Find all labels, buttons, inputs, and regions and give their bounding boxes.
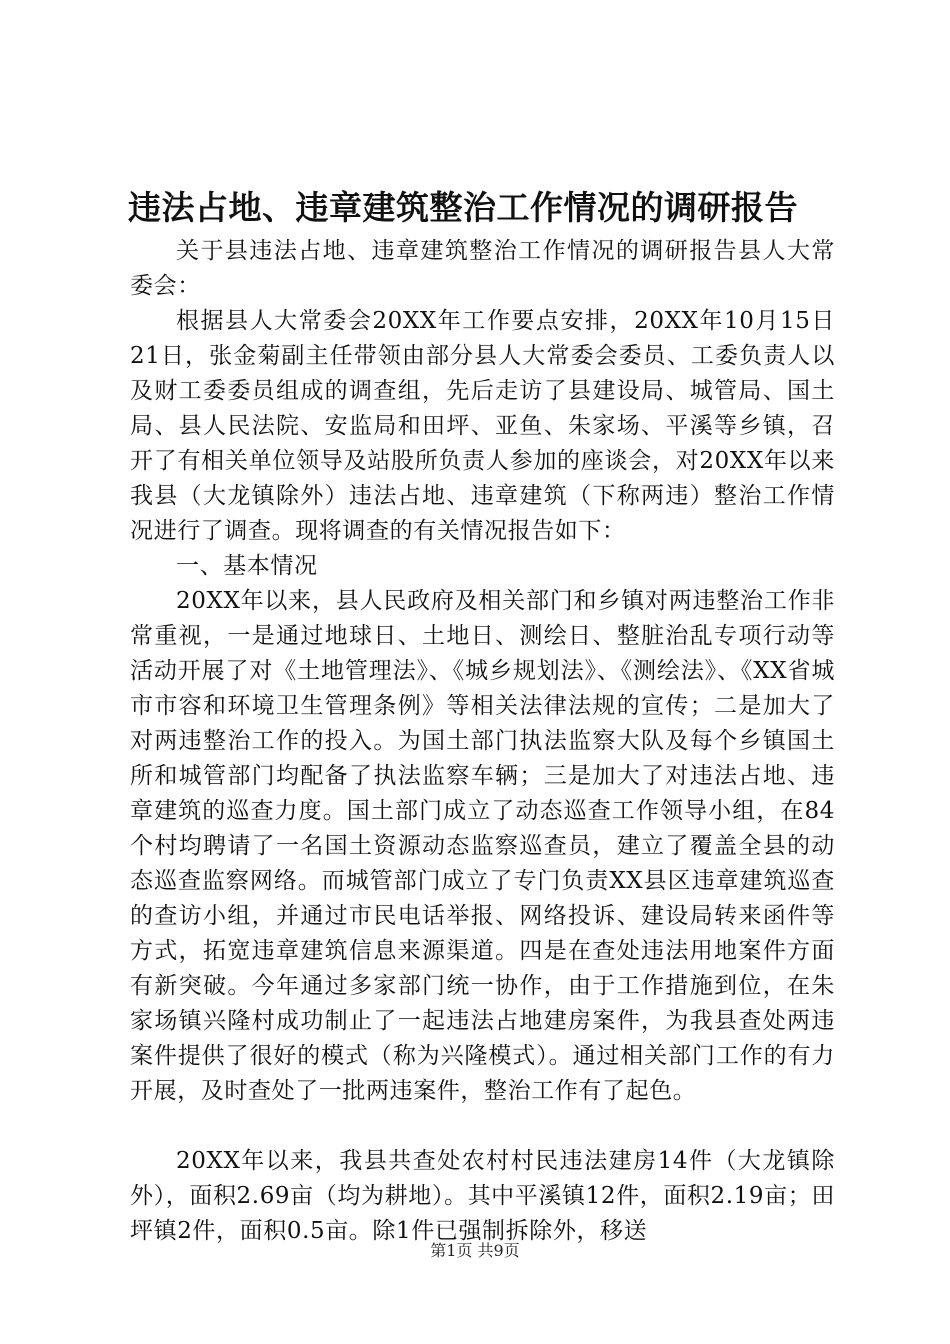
- document-title: 违法占地、违章建筑整治工作情况的调研报告: [128, 188, 798, 227]
- paragraph-basic-situation: 20XX年以来，县人民政府及相关部门和乡镇对两违整治工作非常重视，一是通过地球日、土地日、测绘日、整脏治乱专项行动等活动开展了对《土地管理法》、《城乡规划法》、《测绘法》、《XX省城市市容和环境卫生管理条例》等相关法律法规的宣传；二是加大了对两违整治工作的投入。为国土部门执法监察大队及每个乡镇国土所和城管部门均配备了执法监察车辆；三是加大了对违法占地、违章建筑的巡查力度。国土部门成立了动态巡查工作领导小组，在84个村均聘请了一名国土资源动态监察巡查员，建立了覆盖全县的动态巡查监察网络。而城管部门成立了专门负责XX县区违章建筑巡查的查访小组，并通过市民电话举报、网络投诉、建设局转来函件等方式，拓宽违章建筑信息来源渠道。四是在查处违法用地案件方面有新突破。今年通过多家部门统一协作，由于工作措施到位，在朱家场镇兴隆村成功制止了一起违法占地建房案件，为我县查处两违案件提供了很好的模式（称为兴隆模式）。通过相关部门工作的有力开展，及时查处了一批两违案件，整治工作有了起色。: [130, 588, 835, 1104]
- paragraph-case-statistics: 20XX年以来，我县共查处农村村民违法建房14件（大龙镇除外），面积2.69亩（均为耕地）。其中平溪镇12件，面积2.19亩；田坪镇2件，面积0.5亩。除1件已强制拆除外，移送: [130, 1148, 835, 1244]
- paragraph-salutation: 关于县违法占地、违章建筑整治工作情况的调研报告县人大常委会：: [130, 238, 835, 299]
- document-body: [130, 234, 835, 1249]
- page-number: 第1页 共9页: [430, 1241, 520, 1260]
- section-heading-basic-situation: 一、基本情况: [176, 553, 318, 579]
- paragraph-intro: 根据县人大常委会20XX年工作要点安排，20XX年10月15日21日，张金菊副主任带领由部分县人大常委会委员、工委负责人以及财工委委员组成的调查组，先后走访了县建设局、城管局、国土局、县人民法院、安监局和田坪、亚鱼、朱家场、平溪等乡镇，召开了有相关单位领导及站股所负责人参加的座谈会，对20XX年以来我县（大龙镇除外）违法占地、违章建筑（下称两违）整治工作情况进行了调查。现将调查的有关情况报告如下：: [130, 308, 835, 544]
